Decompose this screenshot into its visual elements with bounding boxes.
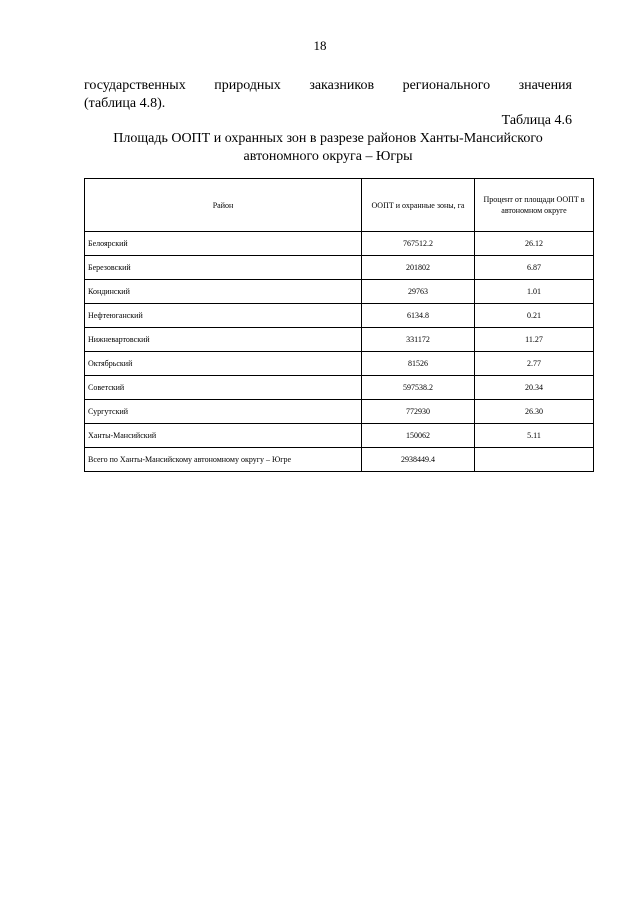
table-caption <box>84 130 572 166</box>
table-row <box>85 352 594 376</box>
cell-percent: 11.27 <box>475 328 594 352</box>
cell-area: 767512.2 <box>362 232 475 256</box>
header-percent: Процент от площади ООПТ в автономном округе <box>475 179 594 232</box>
cell-district: Нефтеюганский <box>85 304 362 328</box>
page-number: 18 <box>313 38 327 53</box>
cell-percent: 26.12 <box>475 232 594 256</box>
header-district: Район <box>85 179 362 232</box>
table-row <box>85 328 594 352</box>
table-label: Таблица 4.6 <box>501 113 572 128</box>
paragraph-line-1: государственных природных заказников регионального значения <box>84 78 572 93</box>
cell-percent: 6.87 <box>475 256 594 280</box>
table-row <box>85 424 594 448</box>
cell-area: 2938449.4 <box>362 448 475 472</box>
cell-district: Ханты-Мансийский <box>85 424 362 448</box>
cell-district: Нижневартовский <box>85 328 362 352</box>
table-row <box>85 400 594 424</box>
table-caption-line-1: Площадь ООПТ и охранных зон в разрезе районов Ханты-Мансийского <box>113 131 543 146</box>
cell-district: Белоярский <box>85 232 362 256</box>
cell-percent: 1.01 <box>475 280 594 304</box>
cell-district: Советский <box>85 376 362 400</box>
cell-percent: 20.34 <box>475 376 594 400</box>
table-row <box>85 376 594 400</box>
cell-area: 331172 <box>362 328 475 352</box>
cell-percent: 5.11 <box>475 424 594 448</box>
cell-area: 772930 <box>362 400 475 424</box>
cell-district: Сургутский <box>85 400 362 424</box>
cell-area: 150062 <box>362 424 475 448</box>
cell-percent: 26.30 <box>475 400 594 424</box>
cell-district: Всего по Ханты-Мансийскому автономному округу – Югре <box>85 448 362 472</box>
table-total-row <box>85 448 594 472</box>
cell-percent <box>475 448 594 472</box>
cell-area: 597538.2 <box>362 376 475 400</box>
table-body <box>85 232 594 472</box>
table-row <box>85 256 594 280</box>
header-area: ООПТ и охранные зоны, га <box>362 179 475 232</box>
cell-area: 201802 <box>362 256 475 280</box>
table-row <box>85 280 594 304</box>
table-header <box>85 179 594 232</box>
table-header-row <box>85 179 594 232</box>
cell-area: 6134.8 <box>362 304 475 328</box>
district-area-table <box>84 178 594 472</box>
cell-district: Березовский <box>85 256 362 280</box>
paragraph-line-2: (таблица 4.8). <box>84 96 166 111</box>
cell-district: Кондинский <box>85 280 362 304</box>
cell-area: 81526 <box>362 352 475 376</box>
cell-district: Октябрьский <box>85 352 362 376</box>
cell-area: 29763 <box>362 280 475 304</box>
table-caption-line-2: автономного округа – Югры <box>243 149 413 164</box>
table-row <box>85 304 594 328</box>
cell-percent: 2.77 <box>475 352 594 376</box>
table-row <box>85 232 594 256</box>
cell-percent: 0.21 <box>475 304 594 328</box>
